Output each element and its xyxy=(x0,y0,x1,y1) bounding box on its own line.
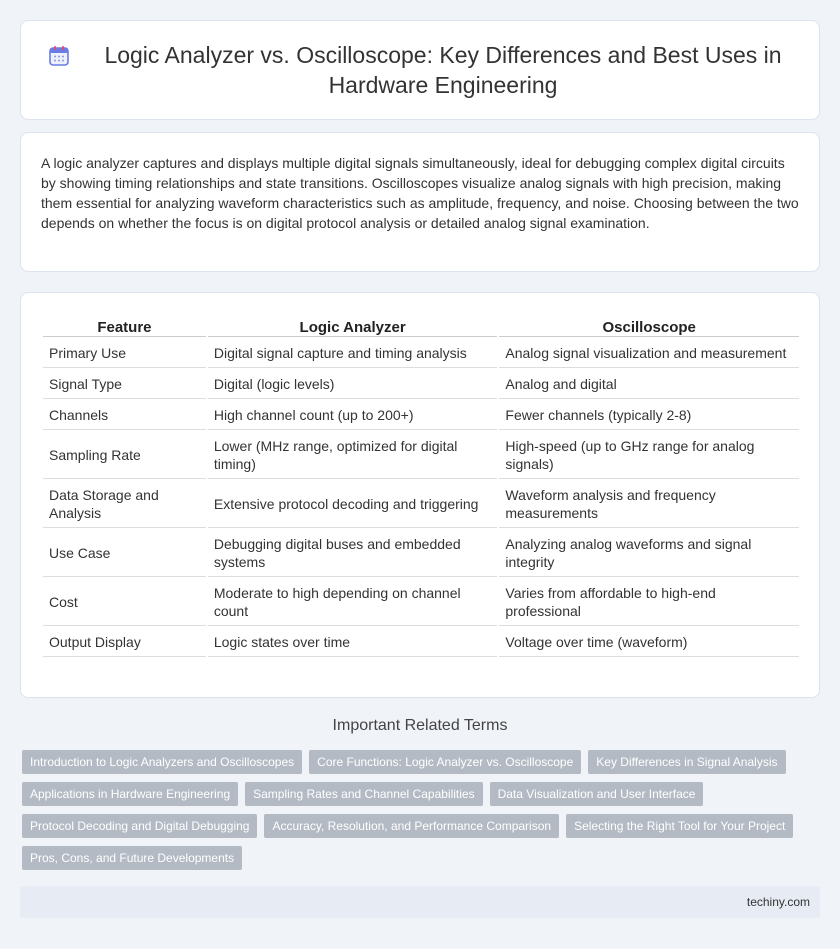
cell-logic-analyzer: Extensive protocol decoding and triggering xyxy=(208,481,498,528)
table-row xyxy=(43,370,799,399)
related-term-tag[interactable]: Pros, Cons, and Future Developments xyxy=(22,846,242,870)
cell-oscilloscope: High-speed (up to GHz range for analog signals) xyxy=(499,432,799,479)
related-terms-tags xyxy=(22,750,822,878)
cell-oscilloscope: Analog and digital xyxy=(499,370,799,399)
related-term-tag[interactable]: Key Differences in Signal Analysis xyxy=(588,750,785,774)
related-terms-title: Important Related Terms xyxy=(332,717,508,734)
related-term-tag[interactable]: Selecting the Right Tool for Your Project xyxy=(566,814,793,838)
cell-oscilloscope: Analyzing analog waveforms and signal integrity xyxy=(499,530,799,577)
cell-feature: Signal Type xyxy=(43,370,206,399)
cell-oscilloscope: Fewer channels (typically 2-8) xyxy=(499,401,799,430)
cell-oscilloscope: Voltage over time (waveform) xyxy=(499,628,799,657)
cell-feature: Sampling Rate xyxy=(43,432,206,479)
table-row xyxy=(43,481,799,528)
cell-logic-analyzer: Digital signal capture and timing analysis xyxy=(208,339,498,368)
cell-feature: Channels xyxy=(43,401,206,430)
related-term-tag[interactable]: Applications in Hardware Engineering xyxy=(22,782,238,806)
cell-oscilloscope: Varies from affordable to high-end professional xyxy=(499,579,799,626)
header-logic-analyzer: Logic Analyzer xyxy=(208,315,498,337)
footer-site-link[interactable]: techiny.com xyxy=(746,895,810,909)
table-row xyxy=(43,628,799,657)
related-term-tag[interactable]: Sampling Rates and Channel Capabilities xyxy=(245,782,482,806)
cell-logic-analyzer: Lower (MHz range, optimized for digital timing) xyxy=(208,432,498,479)
page-title: Logic Analyzer vs. Oscilloscope: Key Differences and Best Uses in Hardware Engineering xyxy=(104,42,782,98)
table-row xyxy=(43,579,799,626)
cell-feature: Primary Use xyxy=(43,339,206,368)
related-term-tag[interactable]: Introduction to Logic Analyzers and Oscilloscopes xyxy=(22,750,302,774)
intro-card xyxy=(20,132,820,272)
comparison-table-card xyxy=(20,292,820,698)
related-term-tag[interactable]: Accuracy, Resolution, and Performance Comparison xyxy=(264,814,559,838)
related-term-tag[interactable]: Data Visualization and User Interface xyxy=(490,782,704,806)
cell-feature: Output Display xyxy=(43,628,206,657)
related-term-tag[interactable]: Protocol Decoding and Digital Debugging xyxy=(22,814,257,838)
table-row xyxy=(43,432,799,479)
header-feature: Feature xyxy=(43,315,206,337)
cell-feature: Data Storage and Analysis xyxy=(43,481,206,528)
cell-oscilloscope: Analog signal visualization and measurement xyxy=(499,339,799,368)
intro-text: A logic analyzer captures and displays multiple digital signals simultaneously, ideal for debugging complex digital circuits by showing timing relationships and state transitions. Oscilloscopes visualize analog signals with high precision, making them essential for analyzing waveform characteristics such as amplitude, frequency, and noise. Choosing between the two depends on whether the focus is on digital protocol analysis or detailed analog signal examination. xyxy=(41,155,799,231)
cell-logic-analyzer: Debugging digital buses and embedded systems xyxy=(208,530,498,577)
cell-logic-analyzer: Moderate to high depending on channel count xyxy=(208,579,498,626)
table-row xyxy=(43,339,799,368)
cell-feature: Use Case xyxy=(43,530,206,577)
cell-oscilloscope: Waveform analysis and frequency measurements xyxy=(499,481,799,528)
table-header-row xyxy=(43,315,799,337)
table-row xyxy=(43,401,799,430)
cell-logic-analyzer: High channel count (up to 200+) xyxy=(208,401,498,430)
cell-feature: Cost xyxy=(43,579,206,626)
cell-logic-analyzer: Digital (logic levels) xyxy=(208,370,498,399)
related-term-tag[interactable]: Core Functions: Logic Analyzer vs. Oscilloscope xyxy=(309,750,581,774)
comparison-table xyxy=(41,313,801,659)
header-card xyxy=(20,20,820,120)
table-row xyxy=(43,530,799,577)
calendar-icon xyxy=(47,44,71,68)
header-oscilloscope: Oscilloscope xyxy=(499,315,799,337)
footer xyxy=(20,886,820,918)
header-inner xyxy=(40,40,800,100)
cell-logic-analyzer: Logic states over time xyxy=(208,628,498,657)
